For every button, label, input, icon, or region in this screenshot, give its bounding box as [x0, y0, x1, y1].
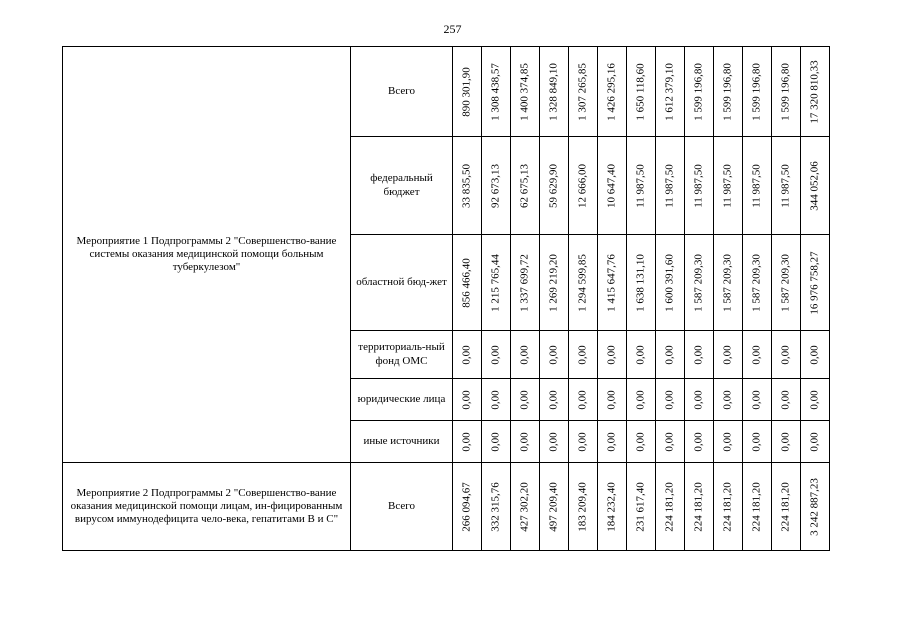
value-cell	[569, 379, 598, 421]
value-cell	[482, 379, 511, 421]
value-cell	[569, 235, 598, 331]
value-text: 344 052,06	[808, 160, 821, 211]
value-text: 11 987,50	[721, 163, 734, 208]
value-text: 890 301,90	[460, 66, 473, 117]
table-row	[63, 463, 830, 551]
value-cell	[743, 463, 772, 551]
value-text: 497 209,40	[547, 481, 560, 532]
funding-source-label: юридические лица	[351, 379, 453, 421]
value-text: 0,00	[663, 344, 676, 365]
value-text: 0,00	[518, 389, 531, 410]
value-text: 1 650 118,60	[634, 62, 647, 121]
value-text: 1 294 599,85	[576, 253, 589, 312]
value-cell	[685, 421, 714, 463]
value-cell	[714, 235, 743, 331]
value-text: 1 307 265,85	[576, 62, 589, 121]
value-text: 183 209,40	[576, 481, 589, 532]
value-cell	[453, 47, 482, 137]
value-cell	[772, 331, 801, 379]
value-text: 1 599 196,80	[779, 62, 792, 121]
value-cell	[627, 463, 656, 551]
value-text: 0,00	[518, 344, 531, 365]
value-cell	[714, 47, 743, 137]
value-cell	[627, 331, 656, 379]
value-text: 1 612 379,10	[663, 62, 676, 121]
measure-title-2: Мероприятие 2 Подпрограммы 2 "Совершенство-вание оказания медицинской помощи лицам, ин-фицированным вирусом иммунодефицита чело-века, гепатитами В и С"	[63, 463, 351, 551]
value-cell	[627, 47, 656, 137]
value-text: 0,00	[605, 344, 618, 365]
value-cell	[482, 331, 511, 379]
funding-source-label: областной бюд-жет	[351, 235, 453, 331]
value-text: 0,00	[663, 389, 676, 410]
value-text: 92 673,13	[489, 163, 502, 208]
value-text: 0,00	[721, 344, 734, 365]
table-row	[63, 47, 830, 137]
value-cell	[685, 463, 714, 551]
value-text: 266 094,67	[460, 481, 473, 532]
value-cell	[627, 137, 656, 235]
value-text: 0,00	[489, 344, 502, 365]
value-text: 0,00	[489, 389, 502, 410]
value-cell	[569, 463, 598, 551]
value-cell	[685, 47, 714, 137]
value-cell	[656, 379, 685, 421]
value-text: 11 987,50	[663, 163, 676, 208]
value-text: 1 587 209,30	[750, 253, 763, 312]
value-text: 1 600 391,60	[663, 253, 676, 312]
value-text: 1 599 196,80	[692, 62, 705, 121]
value-cell	[772, 235, 801, 331]
value-cell	[453, 137, 482, 235]
value-cell	[482, 463, 511, 551]
value-text: 0,00	[692, 431, 705, 452]
measure-title-1: Мероприятие 1 Подпрограммы 2 "Совершенство-вание системы оказания медицинской помощи больным туберкулезом"	[63, 47, 351, 463]
value-text: 0,00	[576, 431, 589, 452]
value-cell	[743, 379, 772, 421]
value-cell	[540, 331, 569, 379]
value-cell	[685, 379, 714, 421]
value-cell	[569, 47, 598, 137]
value-cell	[714, 379, 743, 421]
value-cell	[511, 331, 540, 379]
value-cell	[540, 379, 569, 421]
value-text: 0,00	[634, 431, 647, 452]
value-text: 0,00	[663, 431, 676, 452]
funding-source-label: территориаль-ный фонд ОМС	[351, 331, 453, 379]
value-text: 1 269 219,20	[547, 253, 560, 312]
value-cell	[627, 379, 656, 421]
value-cell	[801, 331, 830, 379]
value-text: 0,00	[779, 431, 792, 452]
value-cell	[453, 379, 482, 421]
value-text: 0,00	[460, 344, 473, 365]
value-text: 856 466,40	[460, 257, 473, 308]
value-text: 427 302,20	[518, 481, 531, 532]
value-text: 33 835,50	[460, 163, 473, 208]
funding-source-label: иные источники	[351, 421, 453, 463]
value-text: 11 987,50	[779, 163, 792, 208]
value-text: 62 675,13	[518, 163, 531, 208]
value-cell	[482, 47, 511, 137]
value-cell	[540, 463, 569, 551]
value-text: 1 337 699,72	[518, 253, 531, 312]
value-text: 1 415 647,76	[605, 253, 618, 312]
value-cell	[453, 421, 482, 463]
value-text: 0,00	[576, 344, 589, 365]
value-cell	[656, 137, 685, 235]
value-cell	[511, 379, 540, 421]
value-text: 1 426 295,16	[605, 62, 618, 121]
value-text: 1 638 131,10	[634, 253, 647, 312]
value-cell	[511, 421, 540, 463]
value-text: 0,00	[460, 431, 473, 452]
value-cell	[511, 47, 540, 137]
value-cell	[656, 331, 685, 379]
value-text: 0,00	[460, 389, 473, 410]
value-text: 1 400 374,85	[518, 62, 531, 121]
value-cell	[598, 379, 627, 421]
value-text: 231 617,40	[634, 481, 647, 532]
value-cell	[772, 379, 801, 421]
value-cell	[656, 235, 685, 331]
funding-source-label: федеральный бюджет	[351, 137, 453, 235]
value-cell	[598, 137, 627, 235]
value-cell	[743, 235, 772, 331]
value-text: 224 181,20	[779, 481, 792, 532]
value-text: 1 587 209,30	[692, 253, 705, 312]
value-cell	[482, 421, 511, 463]
funding-source-label: Всего	[351, 463, 453, 551]
value-text: 59 629,90	[547, 163, 560, 208]
value-cell	[540, 235, 569, 331]
value-text: 1 215 765,44	[489, 253, 502, 312]
value-text: 184 232,40	[605, 481, 618, 532]
value-cell	[482, 235, 511, 331]
value-cell	[656, 463, 685, 551]
value-cell	[569, 137, 598, 235]
value-cell	[540, 47, 569, 137]
value-cell	[656, 421, 685, 463]
value-cell	[453, 463, 482, 551]
value-cell	[540, 421, 569, 463]
value-cell	[598, 47, 627, 137]
value-text: 224 181,20	[750, 481, 763, 532]
value-text: 0,00	[605, 389, 618, 410]
value-cell	[685, 137, 714, 235]
value-cell	[743, 137, 772, 235]
value-text: 12 666,00	[576, 163, 589, 208]
value-cell	[685, 235, 714, 331]
value-cell	[598, 235, 627, 331]
value-cell	[685, 331, 714, 379]
value-cell	[743, 331, 772, 379]
value-text: 224 181,20	[721, 481, 734, 532]
value-cell	[714, 463, 743, 551]
value-text: 0,00	[750, 431, 763, 452]
value-text: 0,00	[547, 344, 560, 365]
value-cell	[482, 137, 511, 235]
value-cell	[801, 235, 830, 331]
value-cell	[511, 463, 540, 551]
value-cell	[569, 421, 598, 463]
value-cell	[598, 421, 627, 463]
value-text: 224 181,20	[663, 481, 676, 532]
value-text: 0,00	[489, 431, 502, 452]
value-cell	[627, 235, 656, 331]
value-cell	[801, 463, 830, 551]
value-text: 0,00	[634, 389, 647, 410]
value-cell	[772, 137, 801, 235]
value-text: 0,00	[547, 431, 560, 452]
value-cell	[598, 331, 627, 379]
value-text: 0,00	[692, 344, 705, 365]
value-cell	[627, 421, 656, 463]
value-text: 332 315,76	[489, 481, 502, 532]
value-text: 0,00	[692, 389, 705, 410]
value-cell	[772, 421, 801, 463]
value-text: 0,00	[721, 389, 734, 410]
value-text: 1 308 438,57	[489, 62, 502, 121]
value-text: 0,00	[576, 389, 589, 410]
value-text: 0,00	[808, 389, 821, 410]
value-cell	[772, 463, 801, 551]
value-text: 0,00	[721, 431, 734, 452]
value-text: 10 647,40	[605, 163, 618, 208]
value-cell	[801, 47, 830, 137]
value-cell	[511, 235, 540, 331]
value-cell	[714, 137, 743, 235]
value-cell	[511, 137, 540, 235]
value-text: 3 242 887,23	[808, 477, 821, 536]
value-cell	[453, 235, 482, 331]
value-text: 0,00	[779, 344, 792, 365]
value-cell	[801, 379, 830, 421]
value-cell	[569, 331, 598, 379]
value-text: 1 599 196,80	[750, 62, 763, 121]
value-text: 11 987,50	[692, 163, 705, 208]
value-cell	[772, 47, 801, 137]
value-cell	[453, 331, 482, 379]
value-text: 0,00	[605, 431, 618, 452]
value-text: 0,00	[808, 344, 821, 365]
value-text: 0,00	[808, 431, 821, 452]
value-text: 1 328 849,10	[547, 62, 560, 121]
value-text: 0,00	[547, 389, 560, 410]
value-cell	[743, 421, 772, 463]
value-text: 0,00	[750, 344, 763, 365]
value-cell	[714, 421, 743, 463]
value-cell	[743, 47, 772, 137]
value-text: 224 181,20	[692, 481, 705, 532]
value-text: 0,00	[634, 344, 647, 365]
value-cell	[540, 137, 569, 235]
value-text: 11 987,50	[634, 163, 647, 208]
value-text: 16 976 758,27	[808, 250, 821, 315]
page-number: 257	[443, 22, 462, 36]
value-text: 11 987,50	[750, 163, 763, 208]
value-cell	[598, 463, 627, 551]
funding-source-label: Всего	[351, 47, 453, 137]
value-text: 0,00	[750, 389, 763, 410]
value-text: 1 587 209,30	[779, 253, 792, 312]
budget-table	[62, 46, 830, 551]
value-cell	[714, 331, 743, 379]
value-text: 1 599 196,80	[721, 62, 734, 121]
value-text: 0,00	[518, 431, 531, 452]
value-cell	[656, 47, 685, 137]
value-text: 1 587 209,30	[721, 253, 734, 312]
value-text: 17 320 810,33	[808, 59, 821, 124]
value-cell	[801, 137, 830, 235]
value-cell	[801, 421, 830, 463]
value-text: 0,00	[779, 389, 792, 410]
